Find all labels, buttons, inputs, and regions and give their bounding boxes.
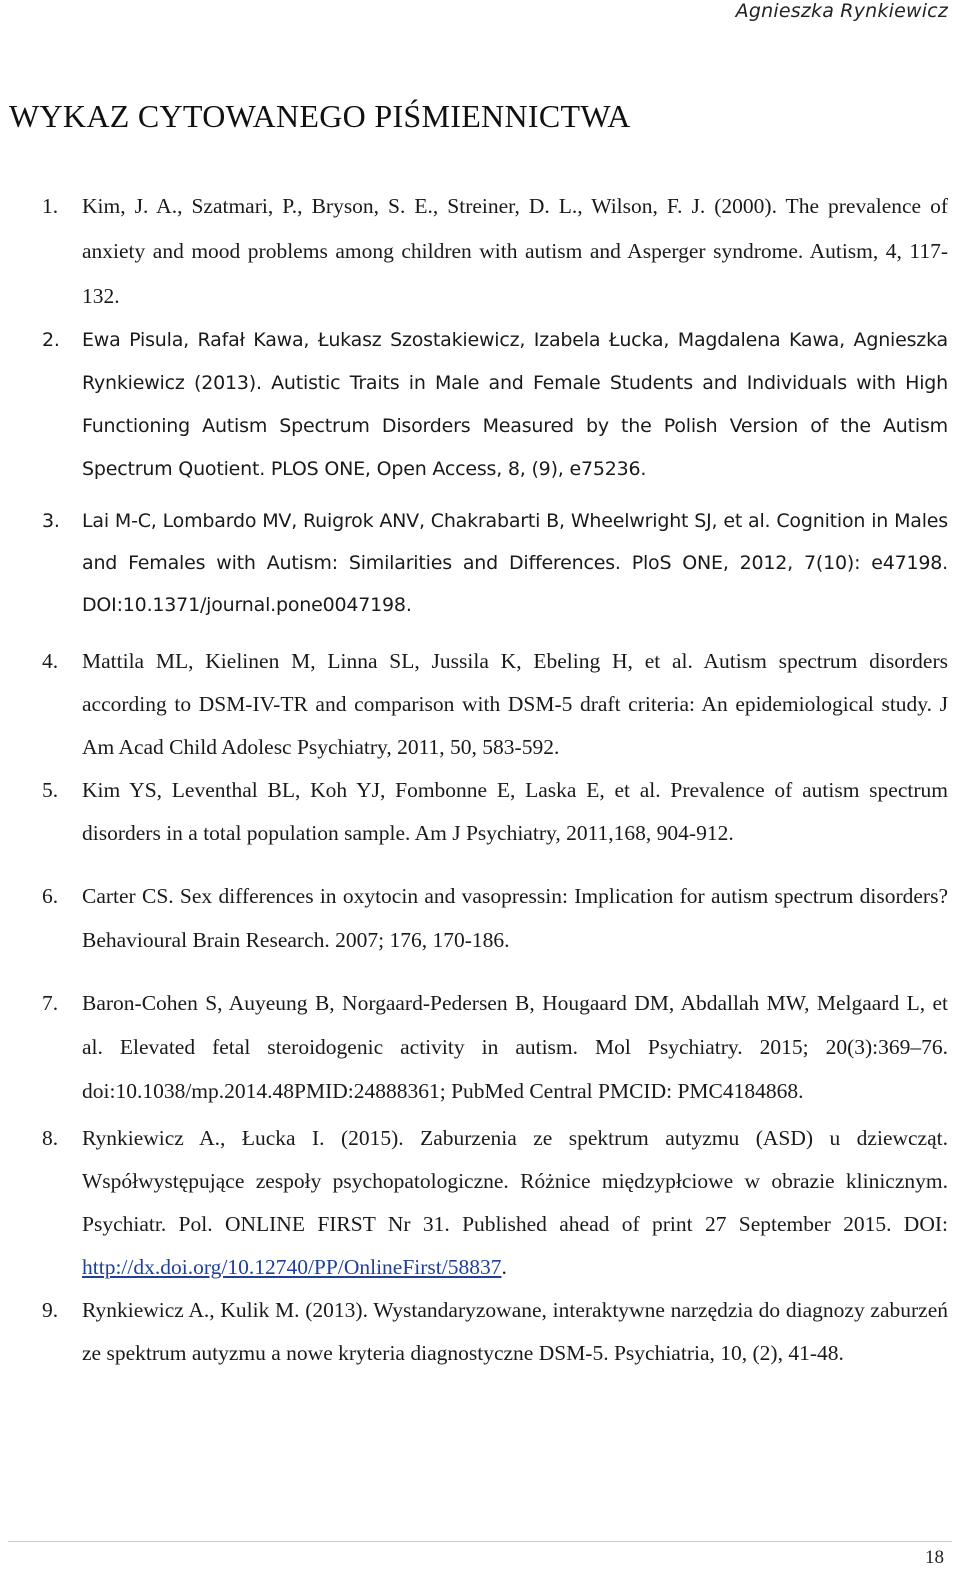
reference-item	[0, 1117, 960, 1289]
reference-number: 4.	[42, 649, 59, 673]
reference-text-end: .	[501, 1255, 507, 1279]
reference-item	[0, 184, 960, 319]
reference-text: Rynkiewicz A., Kulik M. (2013). Wystandaryzowane, interaktywne narzędzia do diagnozy zaburzeń ze spektrum autyzmu a nowe kryteria diagnostyczne DSM-5. Psychiatria, 10, (2), 41-48.	[82, 1298, 948, 1365]
doi-link[interactable]: http://dx.doi.org/10.12740/PP/OnlineFirst/58837	[82, 1255, 502, 1279]
reference-number: 5.	[42, 778, 59, 802]
reference-text: Rynkiewicz A., Łucka I. (2015). Zaburzenia ze spektrum autyzmu (ASD) u dziewcząt. Współwystępujące zespoły psychopatologiczne. Różnice międzypłciowe w obrazie klinicznym. Psychiatr. Pol. ONLINE FIRST Nr 31. Published ahead of print 27 September 2015. DOI:	[82, 1126, 948, 1236]
reference-item	[0, 1289, 960, 1375]
reference-number: 1.	[42, 194, 59, 218]
reference-list	[0, 184, 960, 1375]
reference-item	[0, 874, 960, 962]
reference-text: Kim YS, Leventhal BL, Koh YJ, Fombonne E, Laska E, et al. Prevalence of autism spectrum disorders in a total population sample. Am J Psychiatry, 2011,168, 904-912.	[82, 778, 948, 845]
page-title: WYKAZ CYTOWANEGO PIŚMIENNICTWA	[9, 98, 631, 134]
page-number: 18	[925, 1547, 944, 1568]
footer-divider	[8, 1541, 952, 1542]
reference-number: 6.	[42, 884, 59, 908]
reference-item	[0, 769, 960, 855]
reference-number: 2.	[42, 329, 60, 351]
reference-number: 9.	[42, 1298, 59, 1322]
reference-text: Baron-Cohen S, Auyeung B, Norgaard-Pedersen B, Hougaard DM, Abdallah MW, Melgaard L, et al. Elevated fetal steroidogenic activity in autism. Mol Psychiatry. 2015; 20(3):369–76. doi:10.1038/mp.2014.48PMID:24888361; PubMed Central PMCID: PMC4184868.	[82, 991, 948, 1103]
reference-number: 7.	[42, 991, 59, 1015]
reference-text: Ewa Pisula, Rafał Kawa, Łukasz Szostakiewicz, Izabela Łucka, Magdalena Kawa, Agnieszka Rynkiewicz (2013). Autistic Traits in Male and Female Students and Individuals with High Functioning Autism Spectrum Disorders Measured by the Polish Version of the Autism Spectrum Quotient. PLOS ONE, Open Access, 8, (9), e75236.	[82, 329, 948, 480]
reference-text: Mattila ML, Kielinen M, Linna SL, Jussila K, Ebeling H, et al. Autism spectrum disorders according to DSM-IV-TR and comparison with DSM-5 draft criteria: An epidemiological study. J Am Acad Child Adolesc Psychiatry, 2011, 50, 583-592.	[82, 649, 948, 759]
reference-text: Lai M-C, Lombardo MV, Ruigrok ANV, Chakrabarti B, Wheelwright SJ, et al. Cognition in Males and Females with Autism: Similarities and Differences. PloS ONE, 2012, 7(10): e47198. DOI:10.1371/journal.pone0047198.	[82, 510, 948, 616]
reference-number: 8.	[42, 1126, 59, 1150]
running-header-author: Agnieszka Rynkiewicz	[735, 0, 948, 22]
reference-item	[0, 640, 960, 769]
reference-item	[0, 500, 960, 626]
reference-text: Carter CS. Sex differences in oxytocin and vasopressin: Implication for autism spectrum disorders? Behavioural Brain Research. 2007; 176, 170-186.	[82, 884, 948, 952]
reference-item	[0, 981, 960, 1113]
reference-text: Kim, J. A., Szatmari, P., Bryson, S. E., Streiner, D. L., Wilson, F. J. (2000). The prevalence of anxiety and mood problems among children with autism and Asperger syndrome. Autism, 4, 117-132.	[82, 194, 948, 308]
reference-number: 3.	[42, 510, 60, 532]
reference-item	[0, 319, 960, 491]
